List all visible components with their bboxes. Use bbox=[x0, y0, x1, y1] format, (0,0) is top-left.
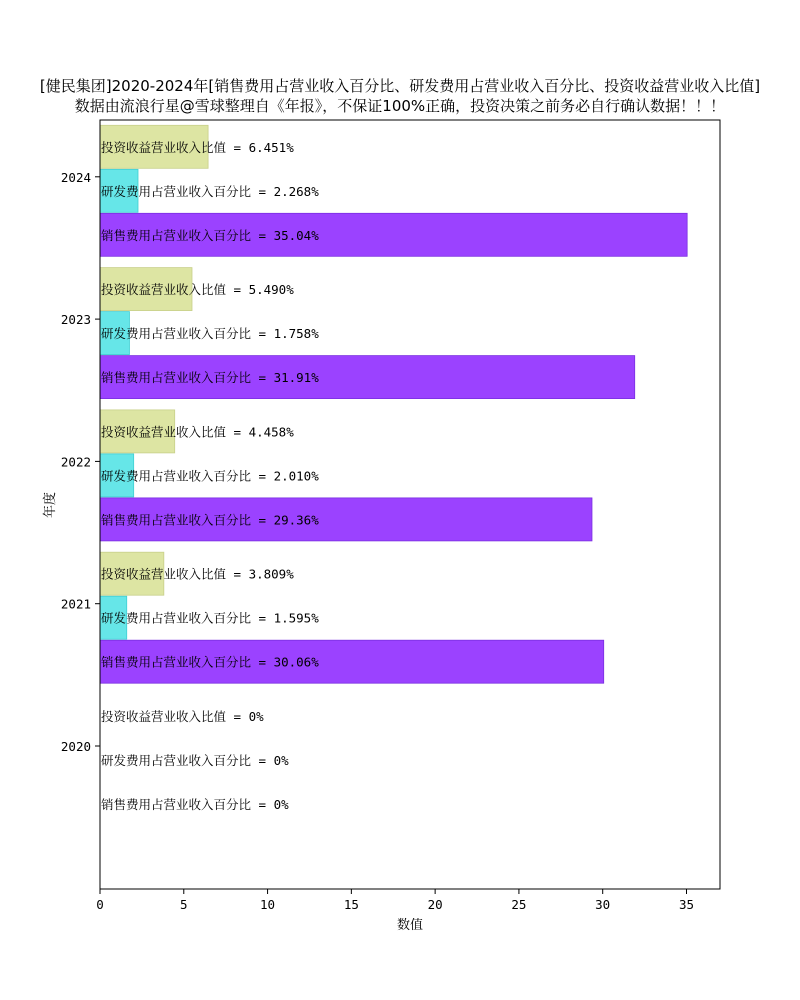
data-label-2021-series-2: 投资收益营业收入比值 = 3.809% bbox=[101, 566, 294, 582]
x-tick-label-15: 15 bbox=[343, 897, 359, 912]
y-tick-label-2024: 2024 bbox=[60, 169, 91, 185]
x-tick-label-20: 20 bbox=[427, 897, 443, 912]
data-label-2023-series-1: 研发费用占营业收入百分比 = 1.758% bbox=[101, 326, 319, 342]
chart-title-line2: 数据由流浪行星@雪球整理自《年报》，不保证100%正确，投资决策之前务必自行确认数据！！！ bbox=[74, 97, 726, 115]
x-tick-label-10: 10 bbox=[260, 897, 276, 912]
bars-group bbox=[100, 125, 687, 683]
data-labels-group bbox=[101, 140, 319, 812]
data-label-2020-series-1: 研发费用占营业收入百分比 = 0% bbox=[101, 753, 289, 768]
y-axis bbox=[61, 170, 100, 754]
x-tick-label-25: 25 bbox=[511, 897, 527, 912]
x-tick-label-30: 30 bbox=[595, 897, 611, 912]
y-axis-label: 年度 bbox=[43, 491, 58, 519]
data-label-2022-series-2: 投资收益营业收入比值 = 4.458% bbox=[101, 424, 294, 440]
chart-title-line1: [健民集团]2020-2024年[销售费用占营业收入百分比、研发费用占营业收入百分比、投资收益营业收入比值] bbox=[39, 77, 761, 95]
x-axis-label: 数值 bbox=[396, 918, 424, 933]
data-label-2021-series-1: 研发费用占营业收入百分比 = 1.595% bbox=[101, 610, 319, 626]
data-label-2020-series-0: 销售费用占营业收入百分比 = 0% bbox=[101, 797, 289, 812]
data-label-2024-series-0: 销售费用占营业收入百分比 = 35.04% bbox=[101, 227, 319, 243]
x-tick-label-5: 5 bbox=[180, 897, 188, 912]
data-label-2024-series-2: 投资收益营业收入比值 = 6.451% bbox=[101, 139, 294, 155]
data-label-2023-series-2: 投资收益营业收入比值 = 5.490% bbox=[101, 282, 294, 298]
y-tick-label-2021: 2021 bbox=[60, 596, 91, 612]
data-label-2024-series-1: 研发费用占营业收入百分比 = 2.268% bbox=[101, 183, 319, 199]
x-tick-label-35: 35 bbox=[678, 897, 695, 912]
data-label-2020-series-2: 投资收益营业收入比值 = 0% bbox=[101, 709, 264, 724]
y-tick-label-2020: 2020 bbox=[60, 739, 91, 754]
data-label-2021-series-0: 销售费用占营业收入百分比 = 30.06% bbox=[101, 654, 319, 670]
x-tick-label-0: 0 bbox=[96, 897, 104, 912]
data-label-2023-series-0: 销售费用占营业收入百分比 = 31.91% bbox=[101, 370, 319, 386]
x-axis bbox=[96, 889, 694, 912]
data-label-2022-series-0: 销售费用占营业收入百分比 = 29.36% bbox=[101, 512, 319, 528]
data-label-2022-series-1: 研发费用占营业收入百分比 = 2.010% bbox=[101, 468, 319, 484]
y-tick-label-2023: 2023 bbox=[60, 312, 91, 328]
y-tick-label-2022: 2022 bbox=[60, 454, 91, 470]
